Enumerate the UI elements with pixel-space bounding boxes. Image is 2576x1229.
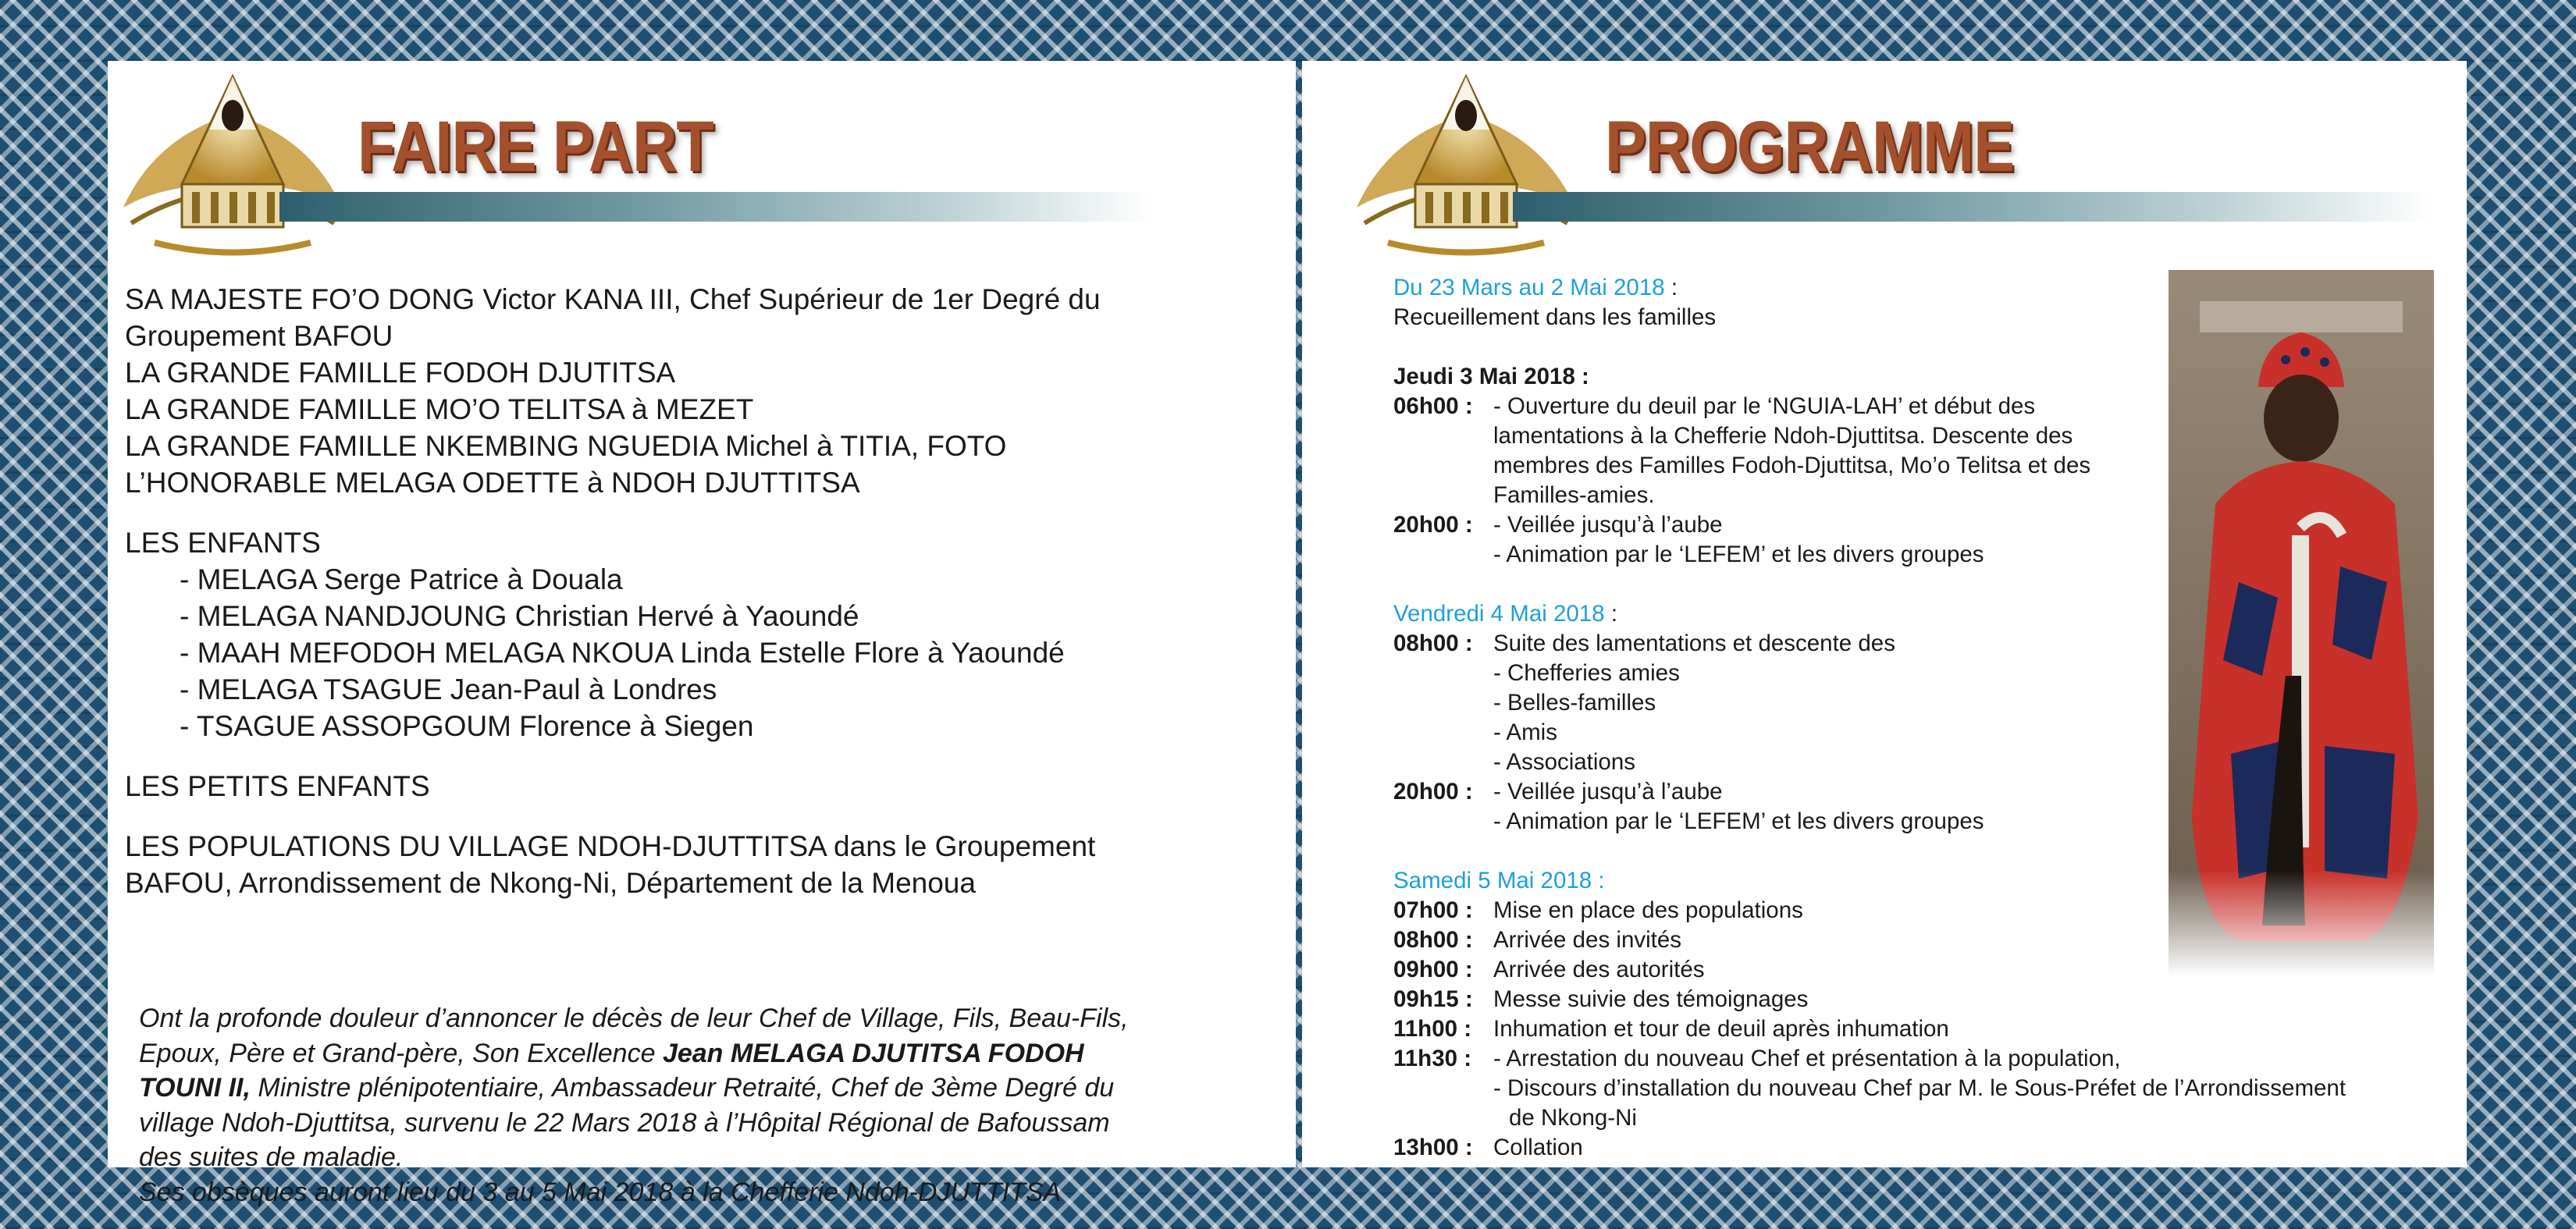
announcement-text: Ministre plénipotentiaire, Ambassadeur Retraité, Chef de 3ème Degré du xyxy=(250,1073,1115,1103)
funeral-dates-text: Ses obsèques auront lieu du 3 au 5 Mai 2018 à la Chefferie Ndoh-DJUTTITSA xyxy=(139,1177,1062,1207)
announcement-text: Ont la profonde douleur d’annoncer le décès de leur Chef de Village, Fils, Beau-Fils, xyxy=(139,1003,1129,1033)
schedule-row xyxy=(1393,1133,2424,1163)
schedule-row xyxy=(1393,985,2424,1014)
schedule-time: 09h00 : xyxy=(1393,957,1473,982)
announcement-text: des suites de maladie. xyxy=(139,1142,404,1172)
schedule-row xyxy=(1393,1014,2424,1044)
announcement-text: Epoux, Père et Grand-père, Son Excellence xyxy=(139,1038,663,1068)
schedule-desc: Collation xyxy=(1493,1135,1583,1160)
schedule-desc: Arrivée des autorités xyxy=(1493,957,1705,982)
populations-line: BAFOU, Arrondissement de Nkong-Ni, Département de la Menoua xyxy=(125,867,976,899)
schedule-time: 11h00 : xyxy=(1393,1016,1472,1042)
faire-part-panel xyxy=(108,61,1296,1207)
schedule-desc: - Veillée jusqu’à l’aube - Animation par le ‘LEFEM’ et les divers groupes xyxy=(1493,779,1984,834)
schedule-desc: Suite des lamentations et descente des - Chefferies amies - Belles-familles - Amis - Associations xyxy=(1493,630,1895,775)
schedule-time: 20h00 : xyxy=(1393,779,1473,805)
schedule-time: 08h00 : xyxy=(1393,630,1473,656)
programme-title: PROGRAMME xyxy=(1605,107,2015,186)
day-heading: Du 23 Mars au 2 Mai 2018 : xyxy=(1393,275,1678,300)
family-line: SA MAJESTE FO’O DONG Victor KANA III, Chef Supérieur de 1er Degré du xyxy=(125,283,1101,315)
death-announcement xyxy=(139,1001,1279,1209)
chiefdom-emblem-icon xyxy=(1341,67,1591,270)
schedule-time: 07h00 : xyxy=(1393,897,1473,923)
schedule-time: 09h15 : xyxy=(1393,986,1473,1012)
schedule-time: 13h00 : xyxy=(1393,1135,1473,1160)
schedule-desc: - Veillée jusqu’à l’aube - Animation par le ‘LEFEM’ et les divers groupes xyxy=(1493,512,1984,567)
schedule-time: 20h00 : xyxy=(1393,512,1473,538)
schedule-row xyxy=(1393,1044,2424,1133)
day-heading: Jeudi 3 Mai 2018 : xyxy=(1393,364,1589,389)
child-item: - TSAGUE ASSOPGOUM Florence à Siegen xyxy=(180,710,754,742)
family-line: L’HONORABLE MELAGA ODETTE à NDOH DJUTTITSA xyxy=(125,467,860,499)
family-line: LA GRANDE FAMILLE MO’O TELITSA à MEZET xyxy=(125,393,754,425)
schedule-desc: Mise en place des populations xyxy=(1493,897,1803,923)
schedule-desc: Arrivée des invités xyxy=(1493,927,1682,953)
child-item: - MAAH MEFODOH MELAGA NKOUA Linda Estelle Flore à Yaoundé xyxy=(180,637,1065,669)
title-banner-bar xyxy=(279,192,1154,222)
faire-part-title: FAIRE PART xyxy=(358,107,713,186)
chief-portrait xyxy=(2169,270,2434,976)
schedule-desc: - Ouverture du deuil par le ‘NGUIA-LAH’ et début des lamentations à la Chefferie Ndoh-Djuttitsa. Descente des membres des Familles Fodoh-Djuttitsa, Mo’o Telitsa et des Familles-amies. xyxy=(1493,393,2091,508)
child-item: - MELAGA Serge Patrice à Douala xyxy=(180,563,623,595)
populations-line: LES POPULATIONS DU VILLAGE NDOH-DJUTTITSA dans le Groupement xyxy=(125,830,1096,862)
chiefdom-emblem-icon xyxy=(108,67,358,270)
deceased-name: Jean MELAGA DJUTITSA FODOH xyxy=(662,1038,1084,1068)
children-heading: LES ENFANTS xyxy=(125,527,321,559)
family-list xyxy=(125,281,1280,901)
family-line: LA GRANDE FAMILLE NKEMBING NGUEDIA Michel à TITIA, FOTO xyxy=(125,430,1007,462)
announcement-text: village Ndoh-Djuttitsa, survenu le 22 Mars 2018 à l’Hôpital Régional de Bafoussam xyxy=(139,1107,1110,1138)
schedule-time: 08h00 : xyxy=(1393,927,1473,953)
schedule-time: 11h30 : xyxy=(1393,1046,1472,1071)
day-intro: Recueillement dans les familles xyxy=(1393,304,1717,330)
schedule-desc: - Arrestation du nouveau Chef et présentation à la population, - Discours d’installation du nouveau Chef par M. le Sous-Préfet de l’Arrondissement de Nkong-Ni xyxy=(1493,1046,2347,1131)
day-heading: Vendredi 4 Mai 2018 : xyxy=(1393,601,1618,627)
schedule-desc: Inhumation et tour de deuil après inhumation xyxy=(1493,1016,1949,1042)
family-line: Groupement BAFOU xyxy=(125,320,393,352)
child-item: - MELAGA TSAGUE Jean-Paul à Londres xyxy=(180,673,717,705)
day-heading: Samedi 5 Mai 2018 : xyxy=(1393,868,1605,893)
grandchildren-heading: LES PETITS ENFANTS xyxy=(125,770,430,802)
child-item: - MELAGA NANDJOUNG Christian Hervé à Yaoundé xyxy=(180,600,859,632)
title-banner-bar xyxy=(1513,192,2434,222)
programme-panel xyxy=(1302,61,2467,1167)
schedule-desc: Messe suivie des témoignages xyxy=(1493,986,1809,1012)
deceased-name: TOUNI II, xyxy=(139,1073,251,1103)
family-line: LA GRANDE FAMILLE FODOH DJUTITSA xyxy=(125,357,676,389)
schedule-time: 06h00 : xyxy=(1393,393,1473,419)
